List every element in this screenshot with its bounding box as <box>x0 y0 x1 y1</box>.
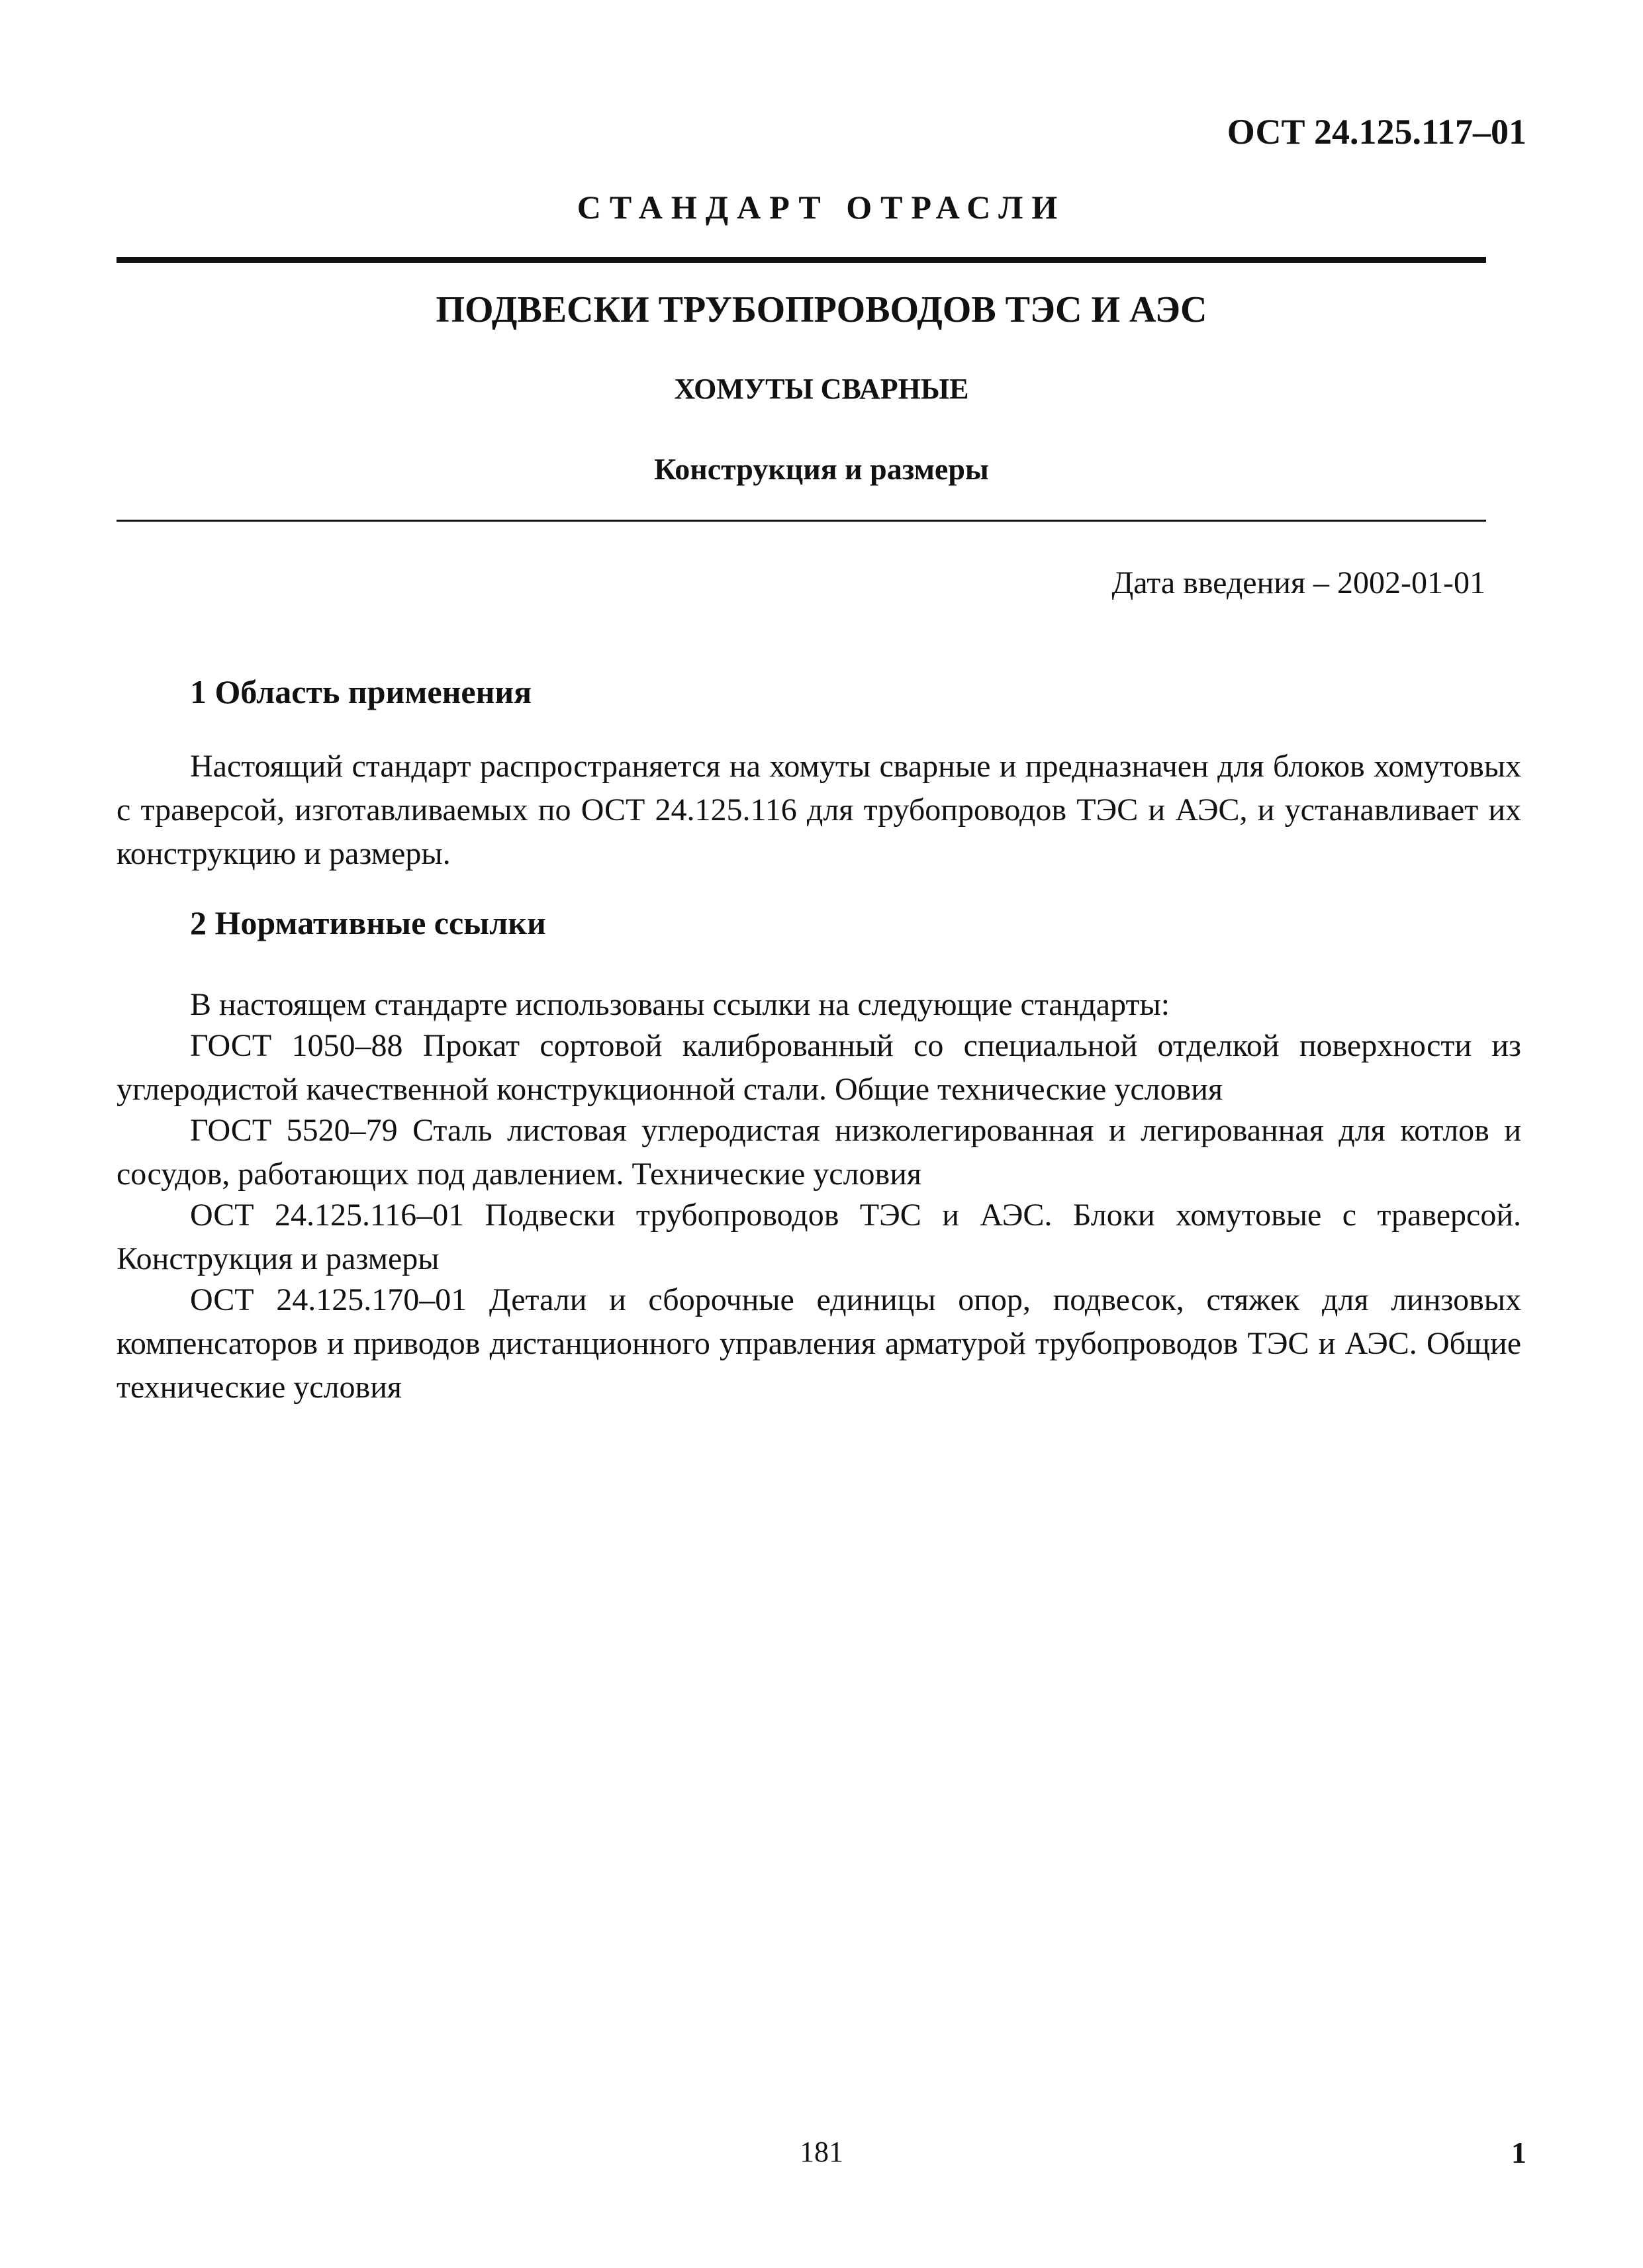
document-sub-subtitle: Конструкция и размеры <box>654 452 989 486</box>
reference-text: ОСТ 24.125.170–01 Детали и сборочные единицы опор, подвесок, стяжек для линзовых компенсаторов и приводов дистанционного управления арматурой трубопроводов ТЭС и АЭС. Общие технические условия <box>117 1282 1521 1405</box>
reference-item <box>117 1194 1521 1281</box>
section-1-heading: 1 Область применения <box>190 673 532 710</box>
section-2-intro: В настоящем стандарте использованы ссылки на следующие стандарты: <box>190 987 1170 1022</box>
reference-item <box>117 1109 1521 1196</box>
reference-text: ГОСТ 1050–88 Прокат сортовой калиброванный со специальной отделкой поверхности из углеродистой качественной конструкционной стали. Общие технические условия <box>117 1028 1521 1107</box>
section-2-heading: 2 Нормативные ссылки <box>190 904 546 941</box>
reference-text: ГОСТ 5520–79 Сталь листовая углеродистая низколегированная и легированная для котлов и сосудов, работающих под давлением. Технические условия <box>117 1113 1521 1192</box>
section-1-text: Настоящий стандарт распространяется на хомуты сварные и предназначен для блоков хомутовых с траверсой, изготавливаемых по ОСТ 24.125.116 для трубопроводов ТЭС и АЭС, и устанавливает их конструкцию и размеры. <box>117 749 1521 871</box>
reference-item <box>117 1278 1521 1409</box>
top-divider <box>117 257 1486 263</box>
reference-item <box>117 1024 1521 1111</box>
collection-page-number: 181 <box>800 2136 843 2168</box>
document-subtitle: ХОМУТЫ СВАРНЫЕ <box>674 373 969 405</box>
document-page-number: 1 <box>1511 2136 1526 2169</box>
bottom-divider <box>117 520 1486 522</box>
document-title: ПОДВЕСКИ ТРУБОПРОВОДОВ ТЭС И АЭС <box>436 289 1207 330</box>
section-1-paragraph <box>117 745 1521 876</box>
introduction-date: Дата введения – 2002-01-01 <box>1111 565 1485 600</box>
reference-text: ОСТ 24.125.116–01 Подвески трубопроводов ТЭС и АЭС. Блоки хомутовые с траверсой. Конструкция и размеры <box>117 1198 1521 1276</box>
document-code: ОСТ 24.125.117–01 <box>1227 112 1526 152</box>
industry-standard-label: СТАНДАРТ ОТРАСЛИ <box>577 189 1066 226</box>
